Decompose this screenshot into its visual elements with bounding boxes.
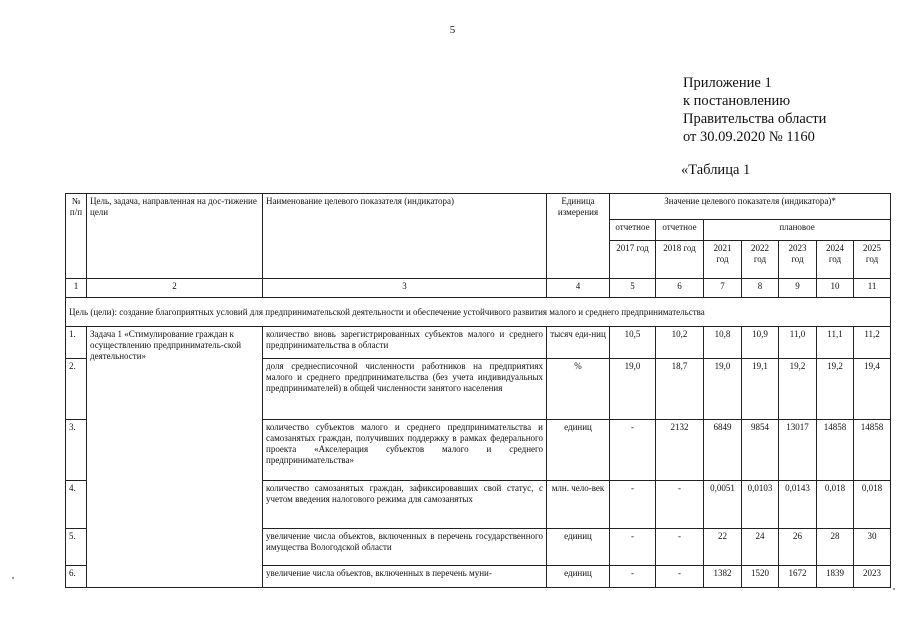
row-num: 3.	[66, 420, 87, 481]
column-number: 10	[817, 279, 854, 298]
row-num: 6.	[66, 566, 87, 588]
row-unit: %	[547, 359, 610, 420]
row-value: 1672	[779, 566, 817, 588]
column-number: 9	[779, 279, 817, 298]
header-unit: Единица измерения	[547, 194, 610, 279]
table-caption: «Таблица 1	[681, 162, 751, 178]
row-value: 0,018	[854, 481, 891, 529]
row-value: 2023	[854, 566, 891, 588]
row-indicator: увеличение числа объектов, включенных в перечень государственного имущества Вологодской области	[263, 529, 547, 566]
row-unit: тысяч еди-ниц	[547, 327, 610, 359]
row-value: 30	[854, 529, 891, 566]
row-value: 10,8	[704, 327, 742, 359]
appendix-block	[683, 74, 826, 146]
row-value: 28	[817, 529, 854, 566]
header-reported: отчетное	[656, 220, 704, 241]
row-value: 19,1	[742, 359, 779, 420]
row-value: 11,0	[779, 327, 817, 359]
row-indicator: увеличение числа объектов, включенных в перечень муни-	[263, 566, 547, 588]
row-value: -	[610, 481, 656, 529]
appendix-line: от 30.09.2020 № 1160	[683, 129, 815, 145]
header-value-group: Значение целевого показателя (индикатора)*	[610, 194, 891, 220]
row-value: 13017	[779, 420, 817, 481]
row-value: 26	[779, 529, 817, 566]
row-value: 18,7	[656, 359, 704, 420]
scan-speck	[12, 577, 14, 579]
row-value: 19,4	[854, 359, 891, 420]
header-planned: плановое	[704, 220, 891, 241]
header-indicator: Наименование целевого показателя (индикатора)	[263, 194, 547, 279]
row-value: 11,1	[817, 327, 854, 359]
row-num: 5.	[66, 529, 87, 566]
row-indicator: количество самозанятых граждан, зафиксировавших свой статус, с учетом введения налогового режима для самозанятых	[263, 481, 547, 529]
row-indicator: количество вновь зарегистрированных субъектов малого и среднего предпринимательства в области	[263, 327, 547, 359]
header-year: 2023 год	[779, 241, 817, 279]
table-row	[66, 327, 891, 359]
row-value: 9854	[742, 420, 779, 481]
row-value: -	[656, 566, 704, 588]
row-value: -	[610, 420, 656, 481]
column-number: 1	[66, 279, 87, 298]
row-value: 11,2	[854, 327, 891, 359]
row-value: 0,018	[817, 481, 854, 529]
row-unit: единиц	[547, 566, 610, 588]
row-num: 2.	[66, 359, 87, 420]
column-number: 11	[854, 279, 891, 298]
header-year: 2018 год	[656, 241, 704, 279]
header-num: № п/п	[66, 194, 87, 279]
row-unit: млн. чело-век	[547, 481, 610, 529]
row-value: 22	[704, 529, 742, 566]
row-value: 0,0051	[704, 481, 742, 529]
column-number: 8	[742, 279, 779, 298]
appendix-line: Приложение 1	[683, 75, 772, 91]
row-value: 19,2	[817, 359, 854, 420]
row-value: 10,9	[742, 327, 779, 359]
goal-text: Цель (цели): создание благоприятных условий для предпринимательской деятельности и обеспечение устойчивого развития малого и среднего предпринимательства	[66, 298, 891, 327]
column-number: 2	[87, 279, 263, 298]
column-number: 5	[610, 279, 656, 298]
row-value: 0,0143	[779, 481, 817, 529]
task-text: Задача 1 «Стимулирование граждан к осуществлению предприниматель-ской деятельности»	[87, 327, 263, 588]
header-year: 2024 год	[817, 241, 854, 279]
row-value: 10,2	[656, 327, 704, 359]
appendix-line: к постановлению	[683, 93, 791, 109]
indicators-table	[65, 193, 891, 588]
row-value: 10,5	[610, 327, 656, 359]
goal-row	[66, 298, 891, 327]
row-indicator: количество субъектов малого и среднего предпринимательства и самозанятых граждан, получивших поддержку в рамках федерального проекта «Акселерация субъектов малого и среднего предпринимательства»	[263, 420, 547, 481]
row-value: -	[610, 529, 656, 566]
column-number: 6	[656, 279, 704, 298]
column-number: 7	[704, 279, 742, 298]
row-value: 6849	[704, 420, 742, 481]
header-year: 2021 год	[704, 241, 742, 279]
row-value: 19,2	[779, 359, 817, 420]
row-value: 1839	[817, 566, 854, 588]
row-unit: единиц	[547, 420, 610, 481]
row-value: 19,0	[704, 359, 742, 420]
row-value: -	[610, 566, 656, 588]
row-value: 1520	[742, 566, 779, 588]
row-value: -	[656, 481, 704, 529]
page-number: 5	[449, 24, 456, 36]
row-indicator: доля среднесписочной численности работников на предприятиях малого и среднего предпринимательства (без учета индивидуальных предпринимателей) в общей численности занятого населения	[263, 359, 547, 420]
column-number: 4	[547, 279, 610, 298]
header-reported: отчетное	[610, 220, 656, 241]
row-unit: единиц	[547, 529, 610, 566]
column-number: 3	[263, 279, 547, 298]
column-number-row	[66, 279, 891, 298]
row-value: -	[656, 529, 704, 566]
row-value: 2132	[656, 420, 704, 481]
scan-speck	[893, 588, 895, 590]
row-value: 19,0	[610, 359, 656, 420]
header-row-1	[66, 194, 891, 220]
row-value: 24	[742, 529, 779, 566]
appendix-line: Правительства области	[683, 111, 827, 127]
row-value: 14858	[817, 420, 854, 481]
header-goal: Цель, задача, направленная на дос-тижение цели	[87, 194, 263, 279]
row-value: 14858	[854, 420, 891, 481]
header-year: 2017 год	[610, 241, 656, 279]
row-num: 4.	[66, 481, 87, 529]
header-year: 2022 год	[742, 241, 779, 279]
row-value: 0,0103	[742, 481, 779, 529]
header-year: 2025 год	[854, 241, 891, 279]
row-value: 1382	[704, 566, 742, 588]
row-num: 1.	[66, 327, 87, 359]
